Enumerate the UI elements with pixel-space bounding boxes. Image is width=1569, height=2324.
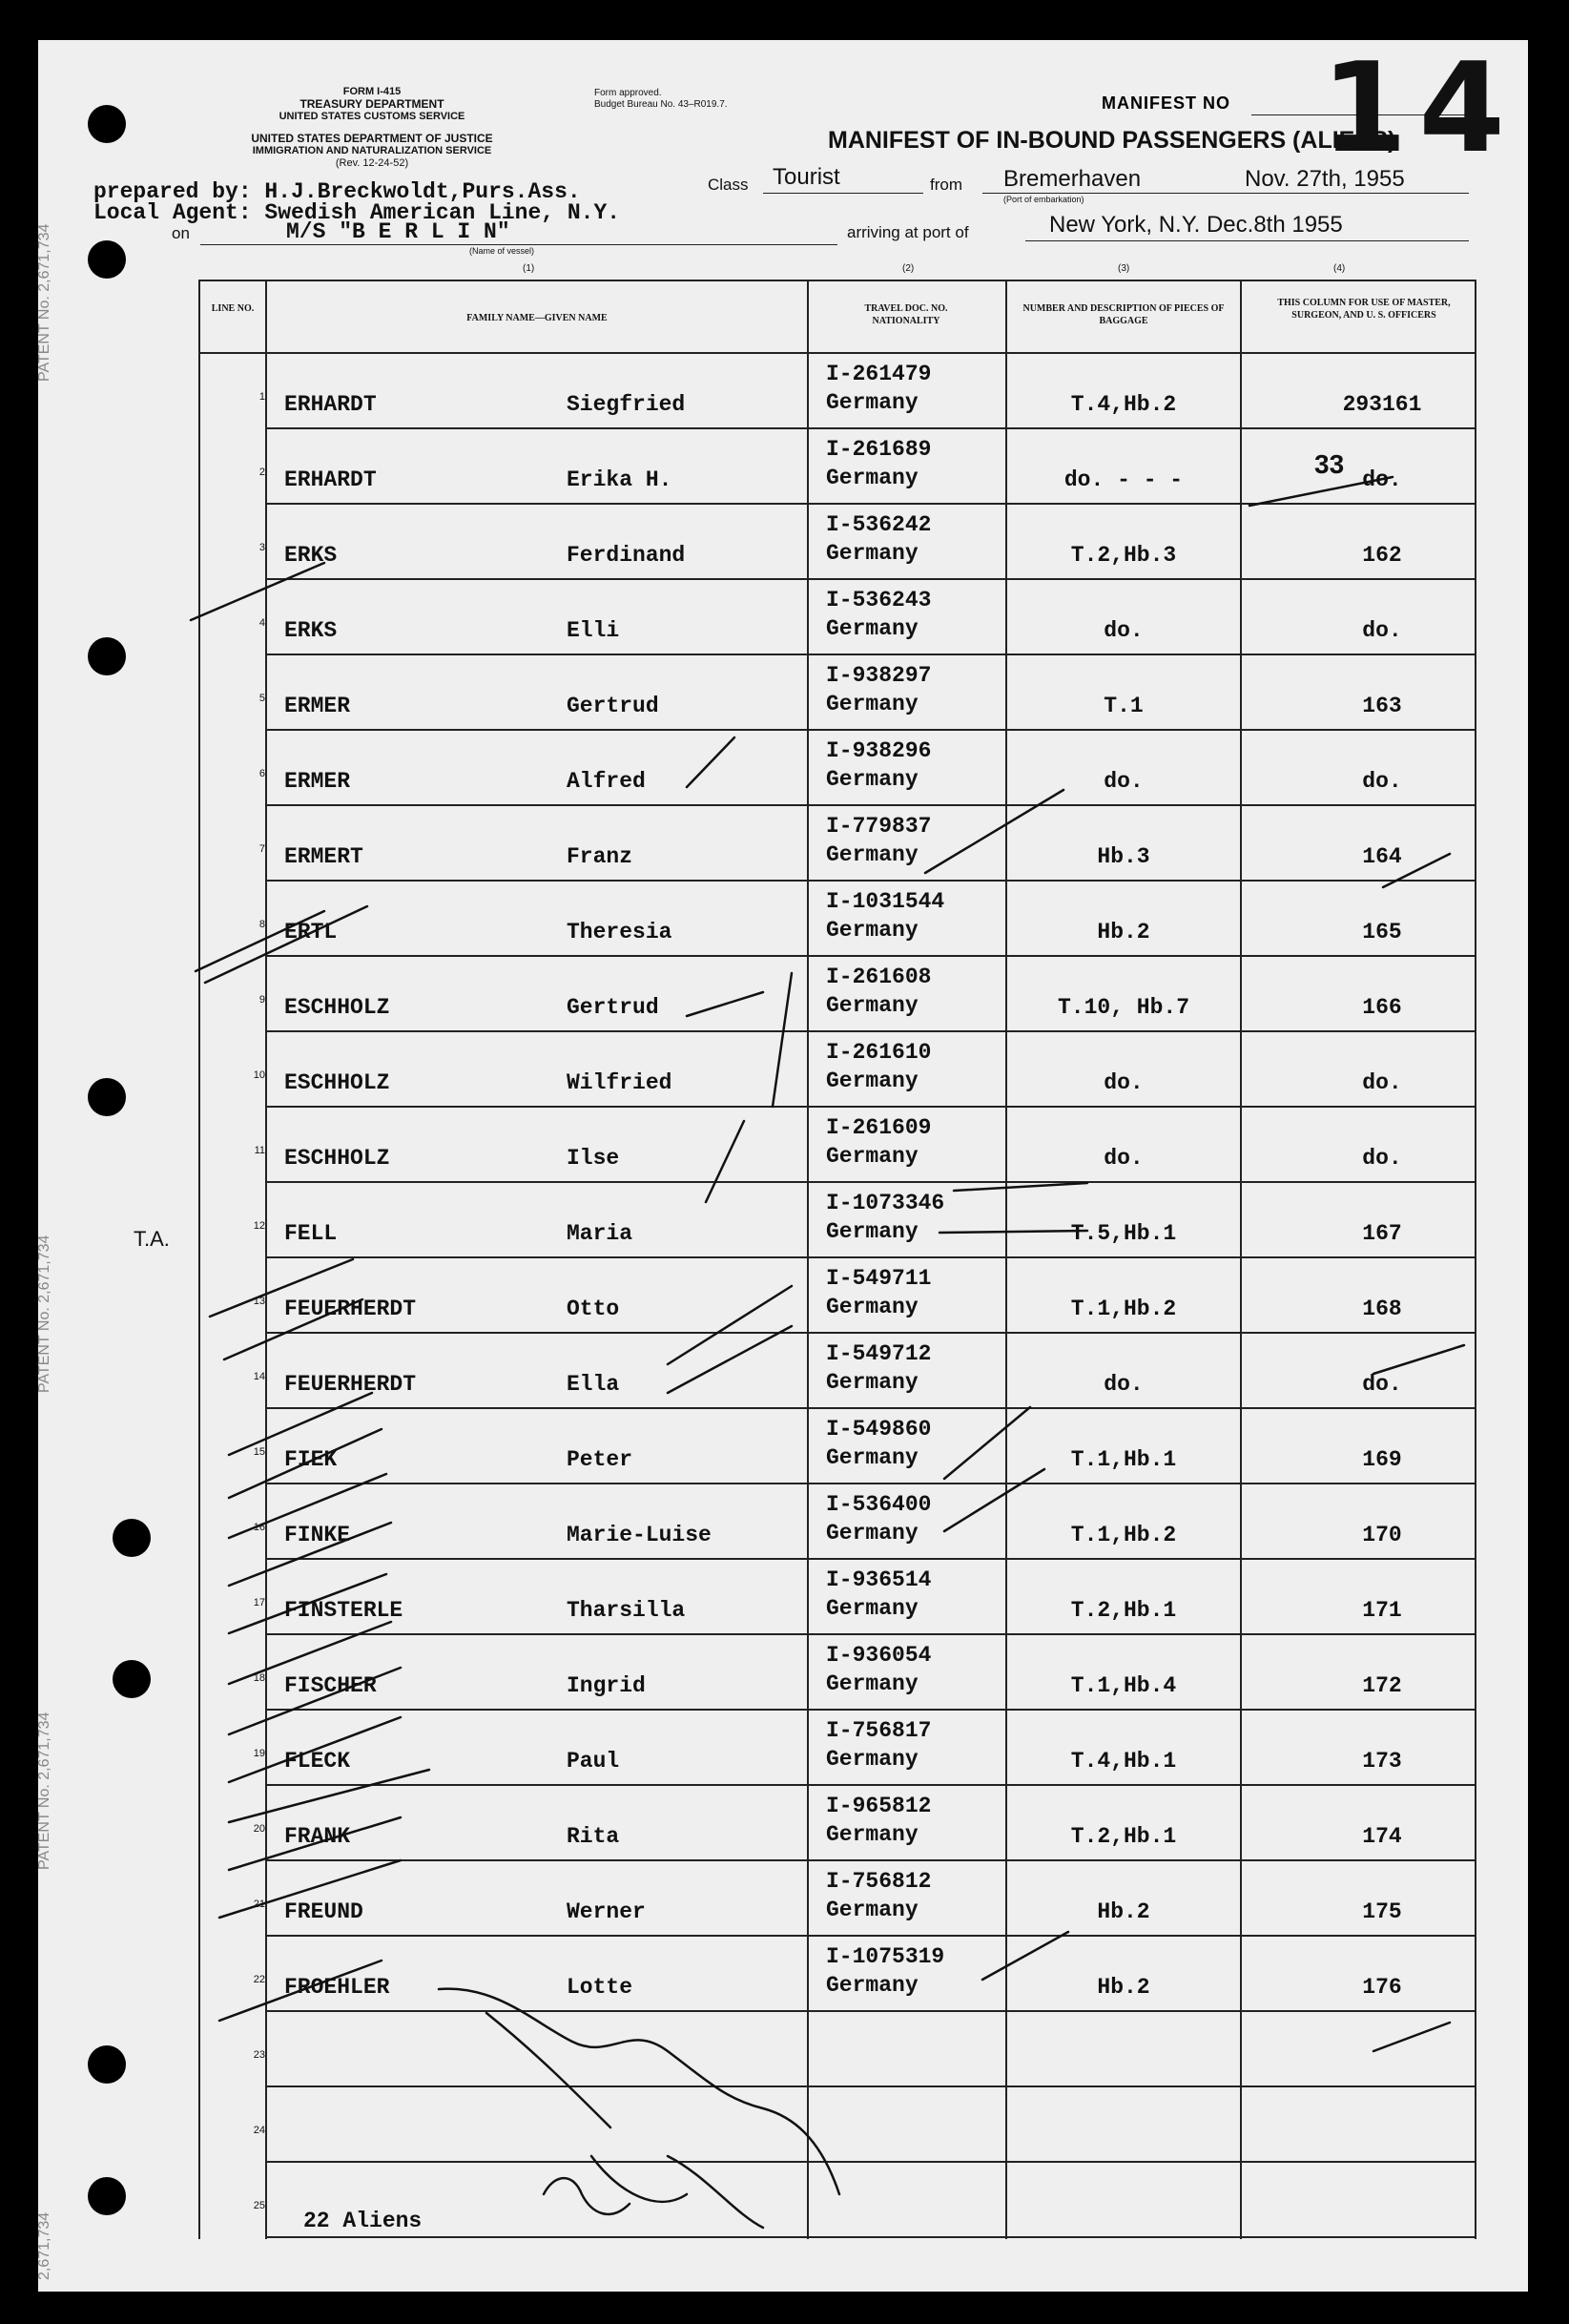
nationality: Germany: [826, 918, 919, 943]
table-row: [200, 1182, 1475, 1257]
dept-justice: UNITED STATES DEPARTMENT OF JUSTICE: [251, 132, 493, 145]
officer-note: do.: [1362, 618, 1402, 643]
line-number: 14: [253, 1371, 265, 1382]
from-caption: (Port of embarkation): [1003, 195, 1084, 204]
line-number: 12: [253, 1220, 265, 1232]
baggage: Hb.2: [1097, 1975, 1150, 2000]
travel-doc-number: I-936514: [826, 1567, 932, 1592]
given-name: Alfred: [567, 769, 646, 794]
nationality: Germany: [826, 1671, 919, 1696]
on-label: on: [172, 224, 190, 242]
baggage: T.1,Hb.2: [1070, 1523, 1177, 1547]
travel-doc-number: I-965812: [826, 1794, 932, 1818]
dept-customs: UNITED STATES CUSTOMS SERVICE: [279, 111, 465, 122]
baggage: T.5,Hb.1: [1070, 1221, 1177, 1246]
family-name: FISCHER: [284, 1673, 377, 1698]
travel-doc-number: I-261610: [826, 1040, 932, 1065]
from-value: Bremerhaven: [1003, 166, 1142, 192]
officer-note: 167: [1362, 1221, 1402, 1246]
family-name: ERHARDT: [284, 392, 377, 417]
family-name: ERKS: [284, 543, 338, 568]
table-row: [200, 428, 1475, 504]
line-number: 1: [258, 391, 265, 403]
nationality: Germany: [826, 767, 919, 792]
family-name: ESCHHOLZ: [284, 1070, 390, 1095]
family-name: FINSTERLE: [284, 1598, 403, 1623]
arriving-label: arriving at port of: [847, 223, 969, 241]
approved-line1: Form approved.: [594, 88, 662, 98]
travel-doc-number: I-536400: [826, 1492, 932, 1517]
officer-note: do.: [1362, 1372, 1402, 1397]
table-row: [200, 956, 1475, 1031]
given-name: Ella: [567, 1372, 620, 1397]
travel-doc-number: I-261609: [826, 1115, 932, 1140]
baggage: T.1: [1104, 694, 1144, 718]
table-row: [200, 1785, 1475, 1860]
col-header-baggage: NUMBER AND DESCRIPTION OF PIECES OF BAGGAGE: [1022, 303, 1225, 326]
punch-hole: [113, 1519, 151, 1557]
nationality: Germany: [826, 993, 919, 1018]
officer-note: 293161: [1342, 392, 1422, 417]
line-number: 19: [253, 1748, 265, 1759]
officer-note: 168: [1362, 1297, 1402, 1321]
arriving-value: New York, N.Y. Dec.8th 1955: [1049, 212, 1343, 238]
punch-hole: [88, 1078, 126, 1116]
dept-ins: IMMIGRATION AND NATURALIZATION SERVICE: [252, 145, 492, 156]
col-num-1: (1): [523, 263, 535, 274]
line-number: 2: [258, 467, 265, 478]
form-id: FORM I-415: [342, 86, 402, 97]
baggage: Hb.2: [1097, 920, 1150, 944]
officer-note: 164: [1362, 844, 1402, 869]
class-underline: [763, 193, 923, 194]
table-row: [200, 1634, 1475, 1710]
table-row: [200, 1333, 1475, 1408]
vessel-name: M/S "B E R L I N": [286, 219, 510, 244]
manifest-title: MANIFEST OF IN-BOUND PASSENGERS (ALIENS): [828, 127, 1396, 154]
baggage: do. - - -: [1063, 467, 1184, 492]
family-name: FINKE: [284, 1523, 351, 1547]
given-name: Ferdinand: [567, 543, 686, 568]
nationality: Germany: [826, 1521, 919, 1546]
approved-line2: Budget Bureau No. 43–R019.7.: [594, 99, 728, 110]
travel-doc-number: I-936054: [826, 1643, 932, 1668]
travel-doc-number: I-549711: [826, 1266, 932, 1291]
given-name: Paul: [567, 1749, 620, 1774]
line-number: 21: [253, 1899, 265, 1910]
class-value: Tourist: [773, 164, 840, 190]
table-row: [200, 1408, 1475, 1484]
table-row: [200, 2086, 1475, 2162]
travel-doc-number: I-779837: [826, 814, 932, 839]
col-num-3: (3): [1118, 263, 1130, 274]
travel-doc-number: I-1073346: [826, 1191, 945, 1215]
officer-note: 171: [1362, 1598, 1402, 1623]
line-number: 3: [258, 542, 265, 553]
col-num-4: (4): [1333, 263, 1346, 274]
family-name: FEUERHERDT: [284, 1372, 417, 1397]
line-number: 18: [253, 1672, 265, 1684]
travel-doc-number: I-756812: [826, 1869, 932, 1894]
nationality: Germany: [826, 1973, 919, 1998]
travel-doc-number: I-261608: [826, 965, 932, 989]
officer-note: 174: [1362, 1824, 1402, 1849]
dept-treasury: TREASURY DEPARTMENT: [299, 97, 444, 111]
class-label: Class: [708, 176, 749, 194]
given-name: Elli: [567, 618, 620, 643]
baggage: T.2,Hb.1: [1070, 1598, 1177, 1623]
margin-note: T.A.: [134, 1227, 170, 1251]
line-number: 15: [253, 1446, 265, 1458]
nationality: Germany: [826, 692, 919, 716]
line-number: 16: [253, 1522, 265, 1533]
given-name: Maria: [567, 1221, 633, 1246]
table-row: [200, 1936, 1475, 2011]
table-row: [200, 1860, 1475, 1936]
baggage: do.: [1104, 618, 1144, 643]
family-name: ERMER: [284, 769, 351, 794]
table-row: [200, 353, 1475, 428]
line-number: 4: [258, 617, 265, 629]
given-name: Rita: [567, 1824, 620, 1849]
officer-note: do.: [1362, 467, 1402, 492]
family-name: ESCHHOLZ: [284, 995, 390, 1020]
table-row: [200, 1031, 1475, 1107]
given-name: Gertrud: [567, 995, 659, 1020]
table-row: [200, 1107, 1475, 1182]
col-header-officers: THIS COLUMN FOR USE OF MASTER, SURGEON, AND U. S. OFFICERS: [1277, 298, 1451, 321]
form-agency-header: [172, 86, 572, 170]
nationality: Germany: [826, 1144, 919, 1169]
table-row: [200, 504, 1475, 579]
baggage: do.: [1104, 1070, 1144, 1095]
travel-doc-number: I-261479: [826, 362, 932, 386]
travel-doc-number: I-938296: [826, 738, 932, 763]
col-header-doc: TRAVEL DOC. NO. NATIONALITY: [864, 303, 948, 326]
family-name: FIEK: [284, 1447, 338, 1472]
baggage: do.: [1104, 769, 1144, 794]
given-name: Peter: [567, 1447, 633, 1472]
given-name: Franz: [567, 844, 633, 869]
departure-date: Nov. 27th, 1955: [1245, 166, 1405, 192]
manifest-number-label: MANIFEST NO: [1102, 93, 1230, 113]
punch-hole: [88, 2177, 126, 2215]
nationality: Germany: [826, 1069, 919, 1093]
line-number: 11: [254, 1145, 265, 1156]
family-name: FLECK: [284, 1749, 351, 1774]
patent-stamp: PATENT No. 2,671,734: [36, 223, 52, 382]
table-row: [200, 2011, 1475, 2086]
family-name: FELL: [284, 1221, 338, 1246]
travel-doc-number: I-261689: [826, 437, 932, 462]
travel-doc-number: I-1031544: [826, 889, 945, 914]
family-name: ERTL: [284, 920, 338, 944]
family-name: ESCHHOLZ: [284, 1146, 390, 1171]
col-header-line: LINE NO.: [211, 303, 255, 314]
form-approved-note: [594, 88, 728, 111]
baggage: T.1,Hb.2: [1070, 1297, 1177, 1321]
line-number: 24: [253, 2125, 265, 2136]
line-number: 13: [253, 1296, 265, 1307]
table-row: [200, 1257, 1475, 1333]
from-underline: [982, 193, 1469, 194]
officer-note: do.: [1362, 769, 1402, 794]
given-name: Otto: [567, 1297, 620, 1321]
travel-doc-number: I-536242: [826, 512, 932, 537]
family-name: ERHARDT: [284, 467, 377, 492]
nationality: Germany: [826, 1219, 919, 1244]
given-name: Werner: [567, 1899, 646, 1924]
family-name: ERMERT: [284, 844, 363, 869]
family-name: ERKS: [284, 618, 338, 643]
given-name: Marie-Luise: [567, 1523, 712, 1547]
vessel-underline: [200, 244, 837, 245]
baggage: T.1,Hb.4: [1070, 1673, 1177, 1698]
line-number: 25: [253, 2200, 265, 2211]
nationality: Germany: [826, 616, 919, 641]
vessel-caption: (Name of vessel): [469, 246, 535, 256]
line-number: 8: [258, 919, 265, 930]
line-number: 5: [258, 693, 265, 704]
line-number: 10: [253, 1069, 265, 1081]
officer-note: 170: [1362, 1523, 1402, 1547]
family-name: FREUND: [284, 1899, 363, 1924]
family-name: FROEHLER: [284, 1975, 390, 2000]
table-row: [200, 654, 1475, 730]
given-name: Lotte: [567, 1975, 633, 2000]
family-name: FEUERHERDT: [284, 1297, 417, 1321]
col-header-name: FAMILY NAME—GIVEN NAME: [466, 313, 608, 323]
given-name: Erika H.: [567, 467, 672, 492]
line-number: 9: [258, 994, 265, 1006]
given-name: Gertrud: [567, 694, 659, 718]
officer-note: 169: [1362, 1447, 1402, 1472]
line-number: 7: [258, 843, 265, 855]
punch-hole: [88, 105, 126, 143]
punch-hole: [88, 637, 126, 675]
baggage: do.: [1104, 1372, 1144, 1397]
baggage: T.1,Hb.1: [1070, 1447, 1177, 1472]
arriving-underline: [1025, 240, 1469, 241]
officer-note: 176: [1362, 1975, 1402, 2000]
given-name: Theresia: [567, 920, 672, 944]
baggage: T.4,Hb.2: [1070, 392, 1177, 417]
line-number: 22: [253, 1974, 265, 1985]
baggage: T.2,Hb.3: [1070, 543, 1177, 568]
nationality: Germany: [826, 1596, 919, 1621]
punch-hole: [88, 2045, 126, 2084]
family-name: ERMER: [284, 694, 351, 718]
nationality: Germany: [826, 466, 919, 490]
form-revision: (Rev. 12-24-52): [335, 157, 409, 169]
col-num-2: (2): [902, 263, 915, 274]
punch-hole: [113, 1660, 151, 1698]
nationality: Germany: [826, 1898, 919, 1922]
table-row: [200, 1484, 1475, 1559]
baggage: do.: [1104, 1146, 1144, 1171]
line-number: 23: [253, 2049, 265, 2061]
given-name: Tharsilla: [567, 1598, 686, 1623]
baggage: Hb.2: [1097, 1899, 1150, 1924]
officer-note: 172: [1362, 1673, 1402, 1698]
nationality: Germany: [826, 390, 919, 415]
given-name: Ingrid: [567, 1673, 646, 1698]
baggage: T.2,Hb.1: [1070, 1824, 1177, 1849]
local-agent: Local Agent: Swedish American Line, N.Y.: [93, 200, 621, 225]
officer-note: do.: [1362, 1146, 1402, 1171]
prepared-by: prepared by: H.J.Breckwoldt,Purs.Ass.: [93, 179, 581, 204]
officer-count-33: 33: [1314, 449, 1345, 479]
line-number: 20: [253, 1823, 265, 1835]
manifest-number: 14: [1321, 35, 1517, 180]
travel-doc-number: I-756817: [826, 1718, 932, 1743]
table-row: [200, 579, 1475, 654]
baggage: T.4,Hb.1: [1070, 1749, 1177, 1774]
row-divider: [265, 2236, 1475, 2238]
officer-note: 175: [1362, 1899, 1402, 1924]
punch-hole: [88, 240, 126, 279]
patent-stamp: 2,671,734: [36, 2211, 52, 2280]
line-number: 17: [253, 1597, 265, 1608]
nationality: Germany: [826, 1747, 919, 1772]
officer-note: 166: [1362, 995, 1402, 1020]
given-name: Ilse: [567, 1146, 620, 1171]
officer-note: 165: [1362, 920, 1402, 944]
officer-note: 162: [1362, 543, 1402, 568]
line-number: 6: [258, 768, 265, 779]
from-label: from: [930, 176, 962, 194]
total-aliens: 22 Aliens: [303, 2209, 423, 2233]
table-row: [200, 730, 1475, 805]
nationality: Germany: [826, 1445, 919, 1470]
patent-stamp: PATENT No. 2,671,734: [36, 1235, 52, 1393]
travel-doc-number: I-536243: [826, 588, 932, 612]
nationality: Germany: [826, 1370, 919, 1395]
table-row: [200, 881, 1475, 956]
travel-doc-number: I-1075319: [826, 1944, 945, 1969]
nationality: Germany: [826, 1295, 919, 1319]
given-name: Wilfried: [567, 1070, 672, 1095]
travel-doc-number: I-549712: [826, 1341, 932, 1366]
travel-doc-number: I-549860: [826, 1417, 932, 1442]
officer-note: 173: [1362, 1749, 1402, 1774]
table-row: [200, 1559, 1475, 1634]
nationality: Germany: [826, 1822, 919, 1847]
patent-stamp: PATENT No. 2,671,734: [36, 1712, 52, 1870]
travel-doc-number: I-938297: [826, 663, 932, 688]
passenger-table: [198, 280, 1476, 2239]
officer-note: do.: [1362, 1070, 1402, 1095]
baggage: T.10, Hb.7: [1057, 995, 1190, 1020]
table-row: [200, 1710, 1475, 1785]
officer-note: 163: [1362, 694, 1402, 718]
family-name: FRANK: [284, 1824, 351, 1849]
nationality: Germany: [826, 842, 919, 867]
given-name: Siegfried: [567, 392, 686, 417]
nationality: Germany: [826, 541, 919, 566]
baggage: Hb.3: [1097, 844, 1150, 869]
table-row: [200, 805, 1475, 881]
